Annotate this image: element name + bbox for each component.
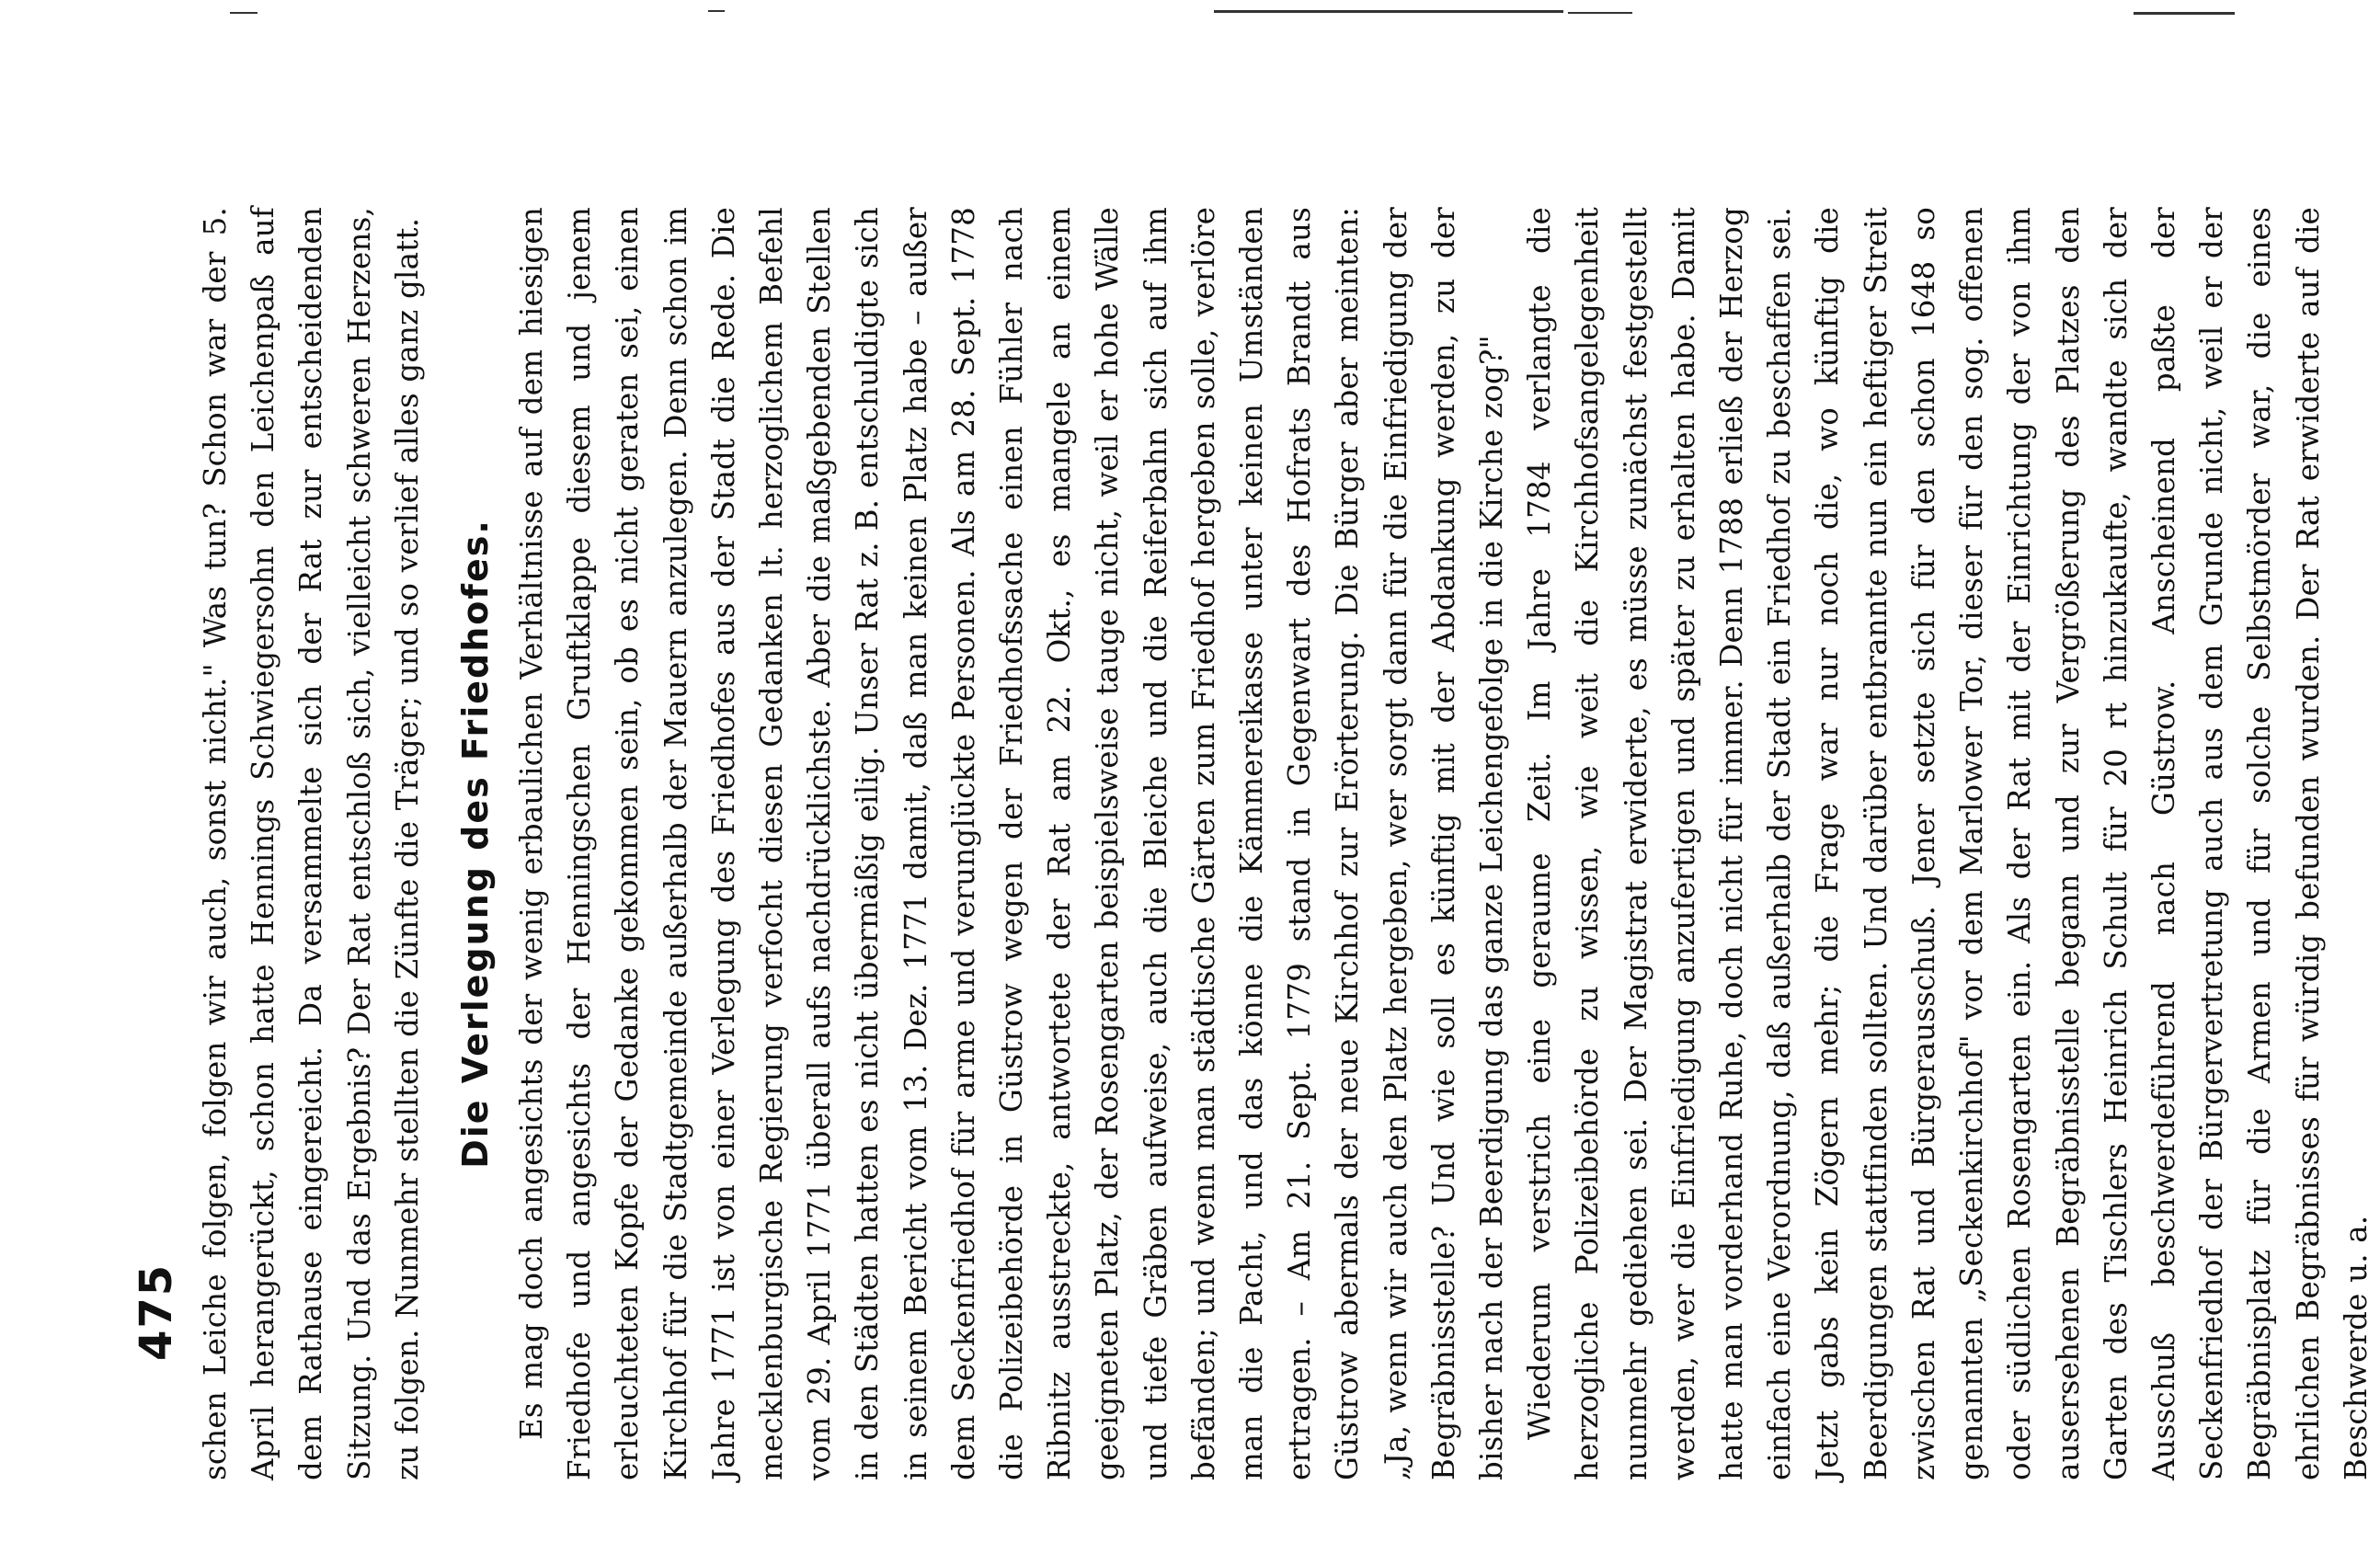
scan-edge-mark (1214, 10, 1563, 13)
scan-edge-mark (2134, 12, 2235, 15)
paragraph-body: Es mag doch angesichts der wenig erbaulichen Verhältnisse auf dem hiesigen Friedhofe und angesichts der Henningschen Gruftklappe diesem und jenem erleuchteten Kopfe der Gedanke gekommen sein, ob es nicht geraten sei, einen Kirchhof für die Stadtgemeinde außerhalb der Mauern anzulegen. Denn schon im Jahre 1771 ist von einer Verlegung des Friedhofes aus der Stadt die Rede. Die mecklenburgische Regierung verfocht diesen Gedanken lt. herzoglichem Befehl vom 29. April 1771 überall aufs nachdrücklichste. Aber die maßgebenden Stellen in den Städten hatten es nicht übermäßig eilig. Unser Rat z. B. entschuldigte sich in seinem Bericht vom 13. Dez. 1771 damit, daß man keinen Platz habe – außer dem Seckenfriedhof für arme und verunglückte Personen. Als am 28. Sept. 1778 die Polizeibehörde in Güstrow wegen der Friedhofssache einen Fühler nach Ribnitz ausstreckte, antwortete der Rat am 22. Okt., es mangele an einem geeigneten Platz, der Rosengarten beispielsweise tauge nicht, weil er hohe Wälle und tiefe Gräben aufweise, auch die Bleiche und die Reiferbahn sich auf ihm befänden; und wenn man städtische Gärten zum Friedhof hergeben solle, verlöre man die Pacht, und das könne die Kämmereikasse unter keinen Umständen ertragen. – Am 21. Sept. 1779 stand in Gegenwart des Hofrats Brandt aus Güstrow abermals der neue Kirchhof zur Erörterung. Die Bürger aber meinten: „Ja, wenn wir auch den Platz hergeben, wer sorgt dann für die Einfriedigung der Begräbnisstelle? Und wie soll es künftig mit der Abdankung werden, zu der bisher nach der Beerdigung das ganze Leichengefolge in die Kirche zog?" (514, 207, 1510, 1480)
scan-edge-mark (708, 10, 725, 12)
section-heading: Die Verlegung des Friedhofes. (455, 519, 496, 1169)
scan-edge-mark (230, 12, 257, 14)
rotated-text-column (191, 207, 2374, 1480)
paragraph-continuation: schen Leiche folgen, folgen wir auch, sonst nicht." Was tun? Schon war der 5. April herangerückt, schon hatte Hennings Schwiegersohn den Leichenpaß auf dem Rathause eingereicht. Da versammelte sich der Rat zur entscheidenden Sitzung. Und das Ergebnis? Der Rat entschloß sich, vielleicht schweren Herzens, zu folgen. Nunmehr stellten die Zünfte die Träger; und so verlief alles ganz glatt. (198, 207, 425, 1480)
paragraph-body: Wiederum verstrich eine geraume Zeit. Im Jahre 1784 verlangte die herzogliche Polizeibehörde zu wissen, wie weit die Kirchhofsangelegenheit nunmehr gediehen sei. Der Magistrat erwiderte, es müsse zunächst festgestellt werden, wer die Einfriedigung anzufertigen und später zu erhalten habe. Damit hatte man vorderhand Ruhe, doch nicht für immer. Denn 1788 erließ der Herzog einfach eine Verordnung, daß außerhalb der Stadt ein Friedhof zu beschaffen sei. Jetzt gabs kein Zögern mehr; die Frage war nur noch die, wo künftig die Beerdigungen stattfinden sollten. Und darüber entbrannte nun ein heftiger Streit zwischen Rat und Bürgerausschuß. Jener setzte sich für den schon 1648 so genannten „Seckenkirchhof" vor dem Marlower Tor, dieser für den sog. offenen oder südlichen Rosengarten ein. Als der Rat mit der Einrichtung der von ihm ausersehenen Begräbnisstelle begann und zur Vergrößerung des Platzes den Garten des Tischlers Heinrich Schult für 20 rt hinzukaufte, wandte sich der Ausschuß beschwerdeführend nach Güstrow. Anscheinend paßte der Seckenfriedhof der Bürgervertretung auch aus dem Grunde nicht, weil er der Begräbnisplatz für die Armen und für solche Selbstmörder war, die eines ehrlichen Begräbnisses für würdig befunden wurden. Der Rat erwiderte auf die Beschwerde u. a. (1522, 207, 2374, 1480)
page-number: 475 (131, 1262, 182, 1361)
scan-edge-mark (1568, 12, 1632, 14)
